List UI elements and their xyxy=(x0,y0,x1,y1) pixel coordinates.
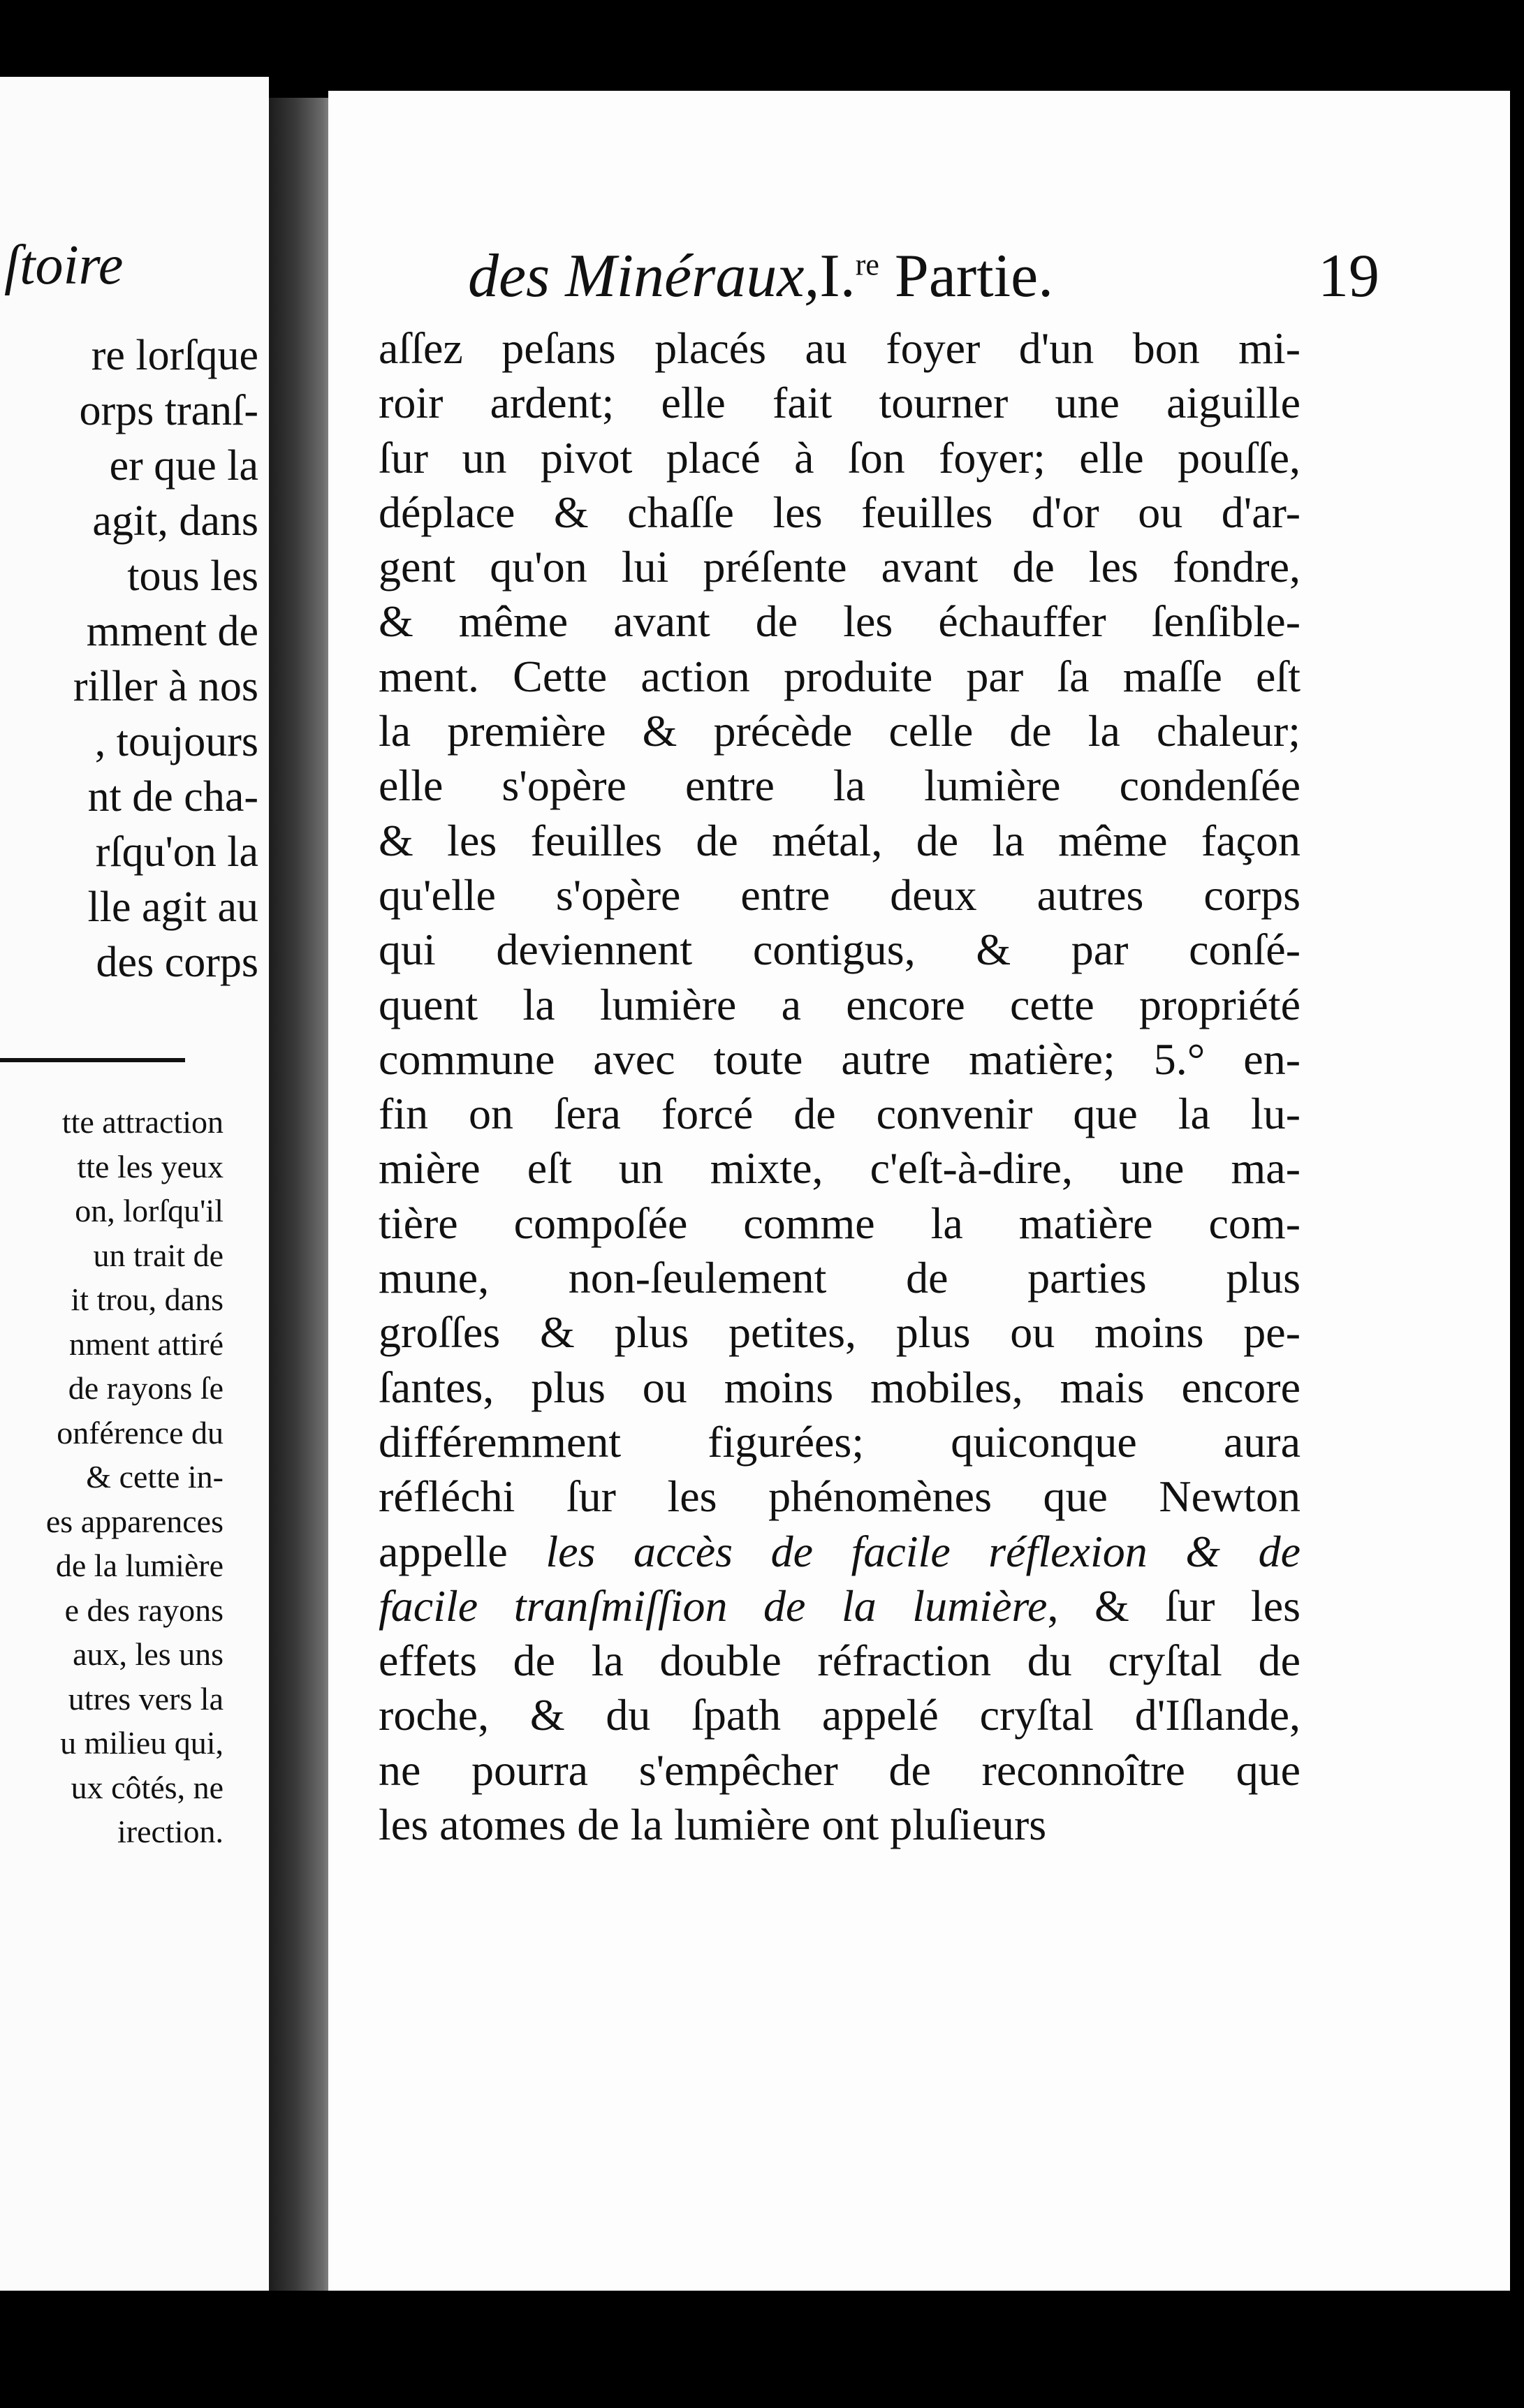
footnote-line: nment attiré xyxy=(69,1326,224,1362)
part-superscript: re xyxy=(855,247,879,282)
left-page xyxy=(0,77,269,2291)
text-line: roche, & du ſpath appelé cryſtal d'Iſlande, xyxy=(379,1690,1300,1740)
text-line: qui deviennent contigus, & par conſé- xyxy=(379,925,1300,975)
text-line: la première & précède celle de la chaleur; xyxy=(379,706,1300,756)
text-line: ment. Cette action produite par ſa maſſe eſt xyxy=(379,651,1300,701)
left-line: mment de xyxy=(86,608,258,655)
text-line: différemment figurées; quiconque aura xyxy=(379,1416,1300,1467)
text-line: commune avec toute autre matière; 5.° en- xyxy=(379,1034,1300,1084)
footnote-line: aux, les uns xyxy=(73,1636,224,1672)
left-line: des corps xyxy=(96,939,258,986)
footnote-line: & cette in- xyxy=(86,1459,224,1495)
page-number: 19 xyxy=(1318,242,1379,310)
text-line: tière compoſée comme la matière com- xyxy=(379,1198,1300,1248)
text-line: effets de la double réfraction du cryſtal de xyxy=(379,1636,1300,1686)
text-line: aſſez peſans placés au foyer d'un bon mi- xyxy=(379,323,1300,373)
text-line: quent la lumière a encore cette propriété xyxy=(379,979,1300,1029)
footnote-line: irection. xyxy=(117,1814,224,1849)
text-line: groſſes & plus petites, plus ou moins pe- xyxy=(379,1307,1300,1358)
left-line: re lorſque xyxy=(91,332,258,379)
text-span: appelle xyxy=(379,1526,546,1576)
left-footnotes xyxy=(0,1100,224,1854)
left-line: lle agit au xyxy=(87,883,258,931)
running-head-part xyxy=(819,241,1053,311)
footnote-line: de rayons ſe xyxy=(68,1370,224,1406)
left-line: er que la xyxy=(109,442,258,490)
footnote-line: u milieu qui, xyxy=(60,1725,224,1761)
italic-phrase: les accès de facile réflexion & de xyxy=(545,1526,1300,1576)
text-line xyxy=(379,1579,1300,1634)
text-line: mune, non-ſeulement de parties plus xyxy=(379,1253,1300,1303)
footnote-line: it trou, dans xyxy=(71,1282,224,1317)
text-line: réfléchi ſur les phénomènes que Newton xyxy=(379,1471,1300,1522)
left-line: riller à nos xyxy=(73,663,258,710)
main-text-block xyxy=(379,321,1300,1852)
footnote-line: un trait de xyxy=(93,1237,224,1273)
text-line: ſantes, plus ou moins mobiles, mais encore xyxy=(379,1362,1300,1412)
text-line xyxy=(379,1525,1300,1579)
text-line: gent qu'on lui préſente avant de les fondre, xyxy=(379,542,1300,592)
left-text-block xyxy=(0,328,258,990)
left-line: orps tranſ- xyxy=(79,387,258,434)
footnote-line: es apparences xyxy=(45,1503,224,1539)
footnote-line: onférence du xyxy=(57,1414,224,1451)
text-line: ſur un pivot placé à ſon foyer; elle pouſſe, xyxy=(379,432,1300,483)
footnote-line: tte les yeux xyxy=(77,1148,224,1184)
text-line: qu'elle s'opère entre deux autres corps xyxy=(379,869,1300,920)
text-line: fin on ſera forcé de convenir que la lu- xyxy=(379,1089,1300,1139)
footnote-rule xyxy=(0,1058,185,1062)
text-line: ne pourra s'empêcher de reconnoître que xyxy=(379,1745,1300,1795)
left-line: nt de cha- xyxy=(87,773,258,821)
italic-phrase: facile tranſmiſſion de la lumière xyxy=(379,1580,1048,1631)
left-running-head: ſtoire xyxy=(4,235,124,296)
footnote-line: on, lorſqu'il xyxy=(75,1193,224,1228)
running-head-title: des Minéraux, xyxy=(468,242,820,310)
text-span: , & ſur les xyxy=(1047,1580,1300,1631)
running-head xyxy=(468,241,1379,318)
right-page xyxy=(328,91,1510,2291)
text-line: déplace & chaſſe les feuilles d'or ou d'ar- xyxy=(379,487,1300,537)
text-line: les atomes de la lumière ont pluſieurs xyxy=(379,1800,1047,1850)
part-word: Partie. xyxy=(879,242,1054,310)
text-line: elle s'opère entre la lumière condenſée xyxy=(379,761,1300,811)
text-line: roir ardent; elle fait tourner une aiguille xyxy=(379,378,1300,428)
left-line: tous les xyxy=(127,552,258,600)
footnote-line: de la lumière xyxy=(55,1548,224,1583)
footnote-line: utres vers la xyxy=(68,1680,224,1717)
text-line: & même avant de les échauffer ſenſible- xyxy=(379,596,1300,647)
left-line: , toujours xyxy=(94,718,258,765)
text-line: & les feuilles de métal, de la même façon xyxy=(379,815,1300,865)
left-line: rſqu'on la xyxy=(95,828,258,876)
footnote-line: ux côtés, ne xyxy=(71,1769,224,1805)
left-line: agit, dans xyxy=(92,497,258,545)
text-line: mière eſt un mixte, c'eſt-à-dire, une ma- xyxy=(379,1143,1300,1194)
footnote-line: tte attraction xyxy=(61,1104,224,1140)
part-numeral: I. xyxy=(819,242,856,310)
footnote-line: e des rayons xyxy=(64,1592,224,1628)
